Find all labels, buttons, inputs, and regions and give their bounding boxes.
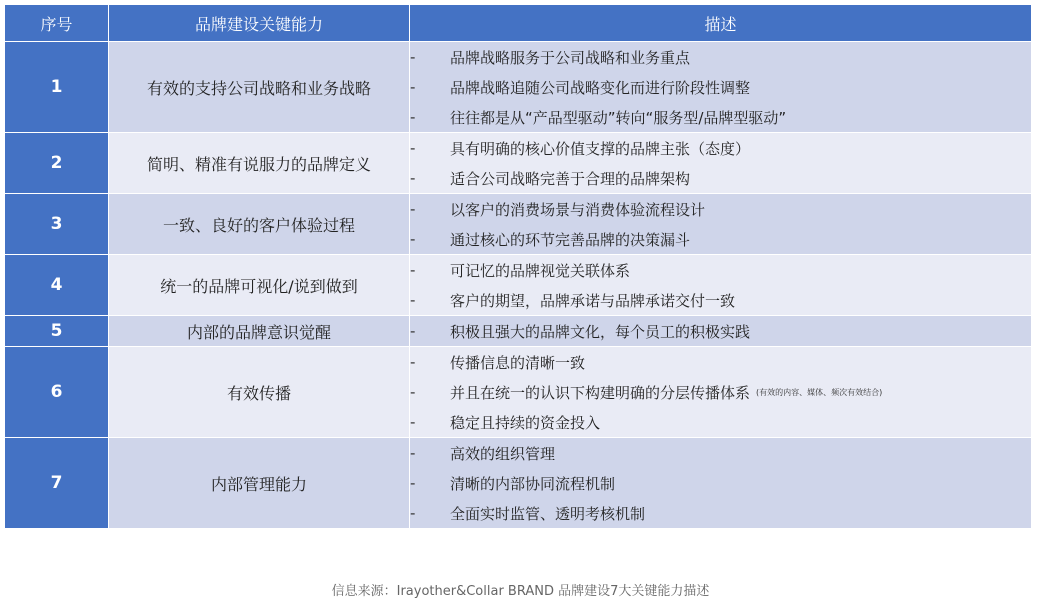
description-cell bbox=[410, 438, 1032, 529]
row-number: 7 bbox=[5, 438, 109, 529]
table-row bbox=[5, 255, 1032, 316]
list-item bbox=[410, 468, 1031, 498]
dash-marker: - bbox=[410, 78, 416, 96]
dash-marker: - bbox=[410, 413, 416, 431]
capability-cell: 简明、精准有说服力的品牌定义 bbox=[109, 133, 410, 194]
row-number: 6 bbox=[5, 347, 109, 438]
description-text: 具有明确的核心价值支撑的品牌主张（态度） bbox=[450, 139, 751, 158]
description-text: 品牌战略追随公司战略变化而进行阶段性调整 bbox=[450, 78, 751, 97]
row-number: 4 bbox=[5, 255, 109, 316]
description-cell bbox=[410, 133, 1032, 194]
row-number: 5 bbox=[5, 316, 109, 347]
list-item bbox=[410, 377, 1031, 407]
dash-marker: - bbox=[410, 444, 416, 462]
description-text: 品牌战略服务于公司战略和业务重点 bbox=[450, 48, 691, 67]
dash-marker: - bbox=[410, 230, 416, 248]
table-header-row bbox=[5, 5, 1032, 42]
description-text: 全面实时监管、透明考核机制 bbox=[450, 504, 646, 523]
description-cell bbox=[410, 42, 1032, 133]
description-cell bbox=[410, 255, 1032, 316]
list-item bbox=[410, 42, 1031, 72]
capability-cell: 有效的支持公司战略和业务战略 bbox=[109, 42, 410, 133]
row-number: 3 bbox=[5, 194, 109, 255]
list-item bbox=[410, 438, 1031, 468]
source-caption: 信息来源：Irayother&Collar BRAND 品牌建设7大关键能力描述 bbox=[331, 584, 710, 599]
description-text: 传播信息的清晰一致 bbox=[450, 353, 586, 372]
header-no: 序号 bbox=[5, 5, 109, 42]
description-text: 以客户的消费场景与消费体验流程设计 bbox=[450, 200, 706, 219]
capability-cell: 内部管理能力 bbox=[109, 438, 410, 529]
header-description: 描述 bbox=[410, 5, 1032, 42]
description-text: 往往都是从“产品型驱动”转向“服务型/品牌型驱动” bbox=[450, 108, 787, 127]
list-item bbox=[410, 163, 1031, 193]
dash-marker: - bbox=[410, 48, 416, 66]
description-text: 可记忆的品牌视觉关联体系 bbox=[450, 261, 631, 280]
table-row bbox=[5, 42, 1032, 133]
list-item bbox=[410, 316, 1031, 346]
description-text: 客户的期望，品牌承诺与品牌承诺交付一致 bbox=[450, 291, 736, 310]
list-item bbox=[410, 255, 1031, 285]
dash-marker: - bbox=[410, 169, 416, 187]
dash-marker: - bbox=[410, 291, 416, 309]
description-text: 高效的组织管理 bbox=[450, 444, 556, 463]
description-text: 适合公司战略完善于合理的品牌架构 bbox=[450, 169, 691, 188]
list-item bbox=[410, 347, 1031, 377]
list-item bbox=[410, 285, 1031, 315]
list-item bbox=[410, 133, 1031, 163]
capability-cell: 内部的品牌意识觉醒 bbox=[109, 316, 410, 347]
dash-marker: - bbox=[410, 322, 416, 340]
dash-marker: - bbox=[410, 108, 416, 126]
table-row bbox=[5, 316, 1032, 347]
description-text: 通过核心的环节完善品牌的决策漏斗 bbox=[450, 230, 691, 249]
table-row bbox=[5, 347, 1032, 438]
row-number: 1 bbox=[5, 42, 109, 133]
description-cell bbox=[410, 347, 1032, 438]
list-item bbox=[410, 102, 1031, 132]
dash-marker: - bbox=[410, 474, 416, 492]
list-item bbox=[410, 498, 1031, 528]
capability-cell: 统一的品牌可视化/说到做到 bbox=[109, 255, 410, 316]
description-note: (有效的内容、媒体、频次有效结合) bbox=[756, 387, 883, 397]
header-capability: 品牌建设关键能力 bbox=[109, 5, 410, 42]
description-text: 稳定且持续的资金投入 bbox=[450, 413, 601, 432]
description-cell bbox=[410, 194, 1032, 255]
list-item bbox=[410, 194, 1031, 224]
list-item bbox=[410, 224, 1031, 254]
brand-capability-table bbox=[4, 4, 1032, 529]
dash-marker: - bbox=[410, 353, 416, 371]
table-row bbox=[5, 133, 1032, 194]
dash-marker: - bbox=[410, 200, 416, 218]
list-item bbox=[410, 72, 1031, 102]
capability-cell: 有效传播 bbox=[109, 347, 410, 438]
table-row bbox=[5, 194, 1032, 255]
row-number: 2 bbox=[5, 133, 109, 194]
table-row bbox=[5, 438, 1032, 529]
dash-marker: - bbox=[410, 261, 416, 279]
dash-marker: - bbox=[410, 139, 416, 157]
dash-marker: - bbox=[410, 383, 416, 401]
description-text: 并且在统一的认识下构建明确的分层传播体系 bbox=[450, 383, 751, 402]
description-cell bbox=[410, 316, 1032, 347]
description-text: 清晰的内部协同流程机制 bbox=[450, 474, 616, 493]
list-item bbox=[410, 407, 1031, 437]
description-text: 积极且强大的品牌文化，每个员工的积极实践 bbox=[450, 322, 751, 341]
capability-cell: 一致、良好的客户体验过程 bbox=[109, 194, 410, 255]
dash-marker: - bbox=[410, 504, 416, 522]
